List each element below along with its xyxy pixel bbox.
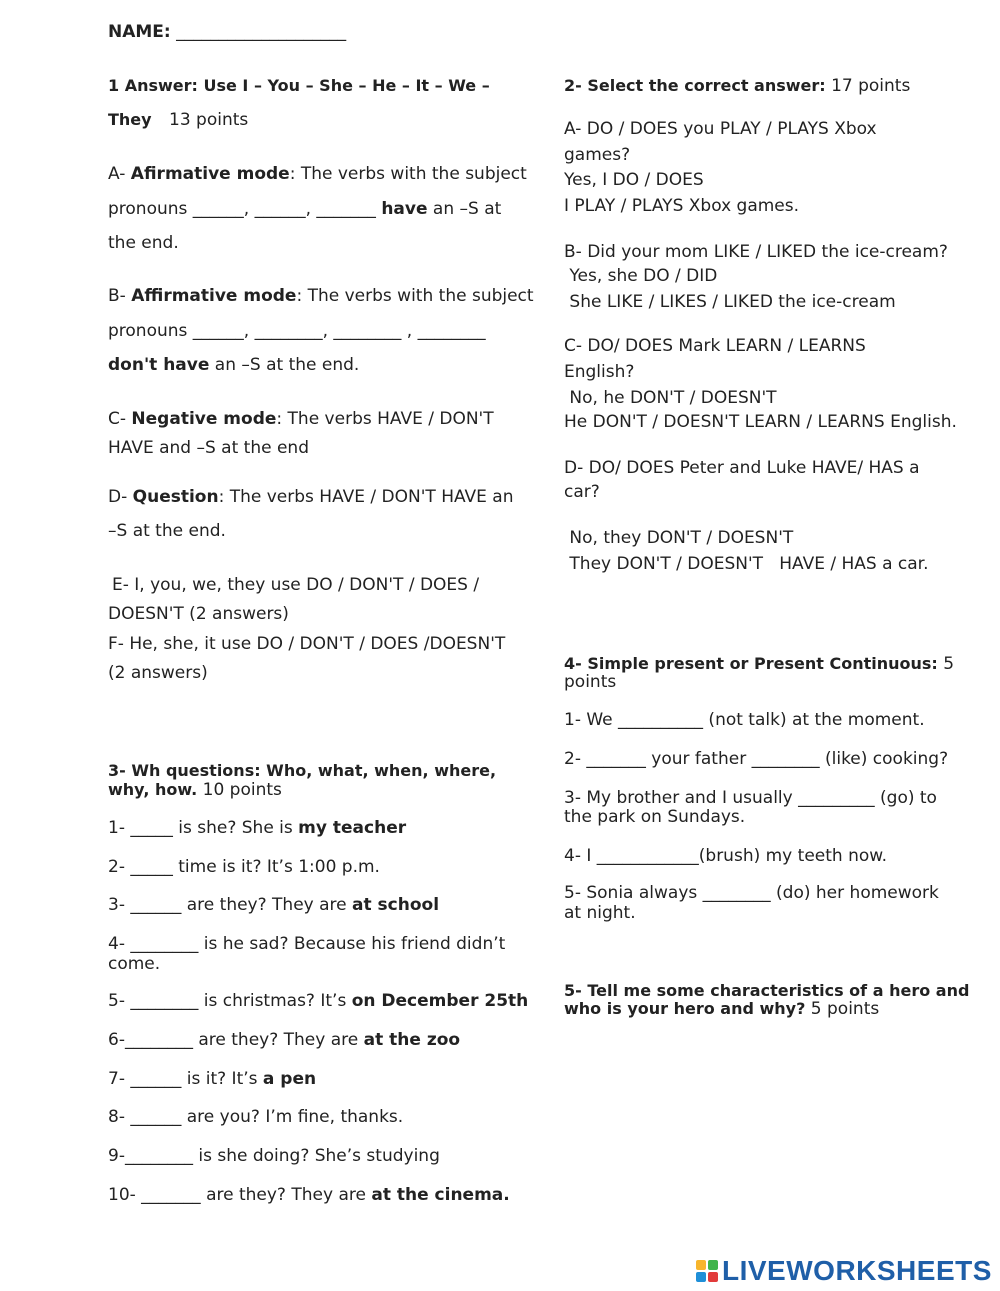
s1-b-line3: don't have an –S at the end. xyxy=(108,355,360,375)
s2-line: C- DO/ DOES Mark LEARN / LEARNS xyxy=(564,336,866,356)
s3-item: 4- ________ is he sad? Because his friend didn’t xyxy=(108,934,506,954)
section1-points: 13 points xyxy=(169,110,249,130)
s1-a-line1: A- Afirmative mode: The verbs with the subject xyxy=(108,164,527,184)
s4-item: 3- My brother and I usually _________ (go) to xyxy=(564,788,937,808)
s3-item: 10- _______ are they? They are at the cinema. xyxy=(108,1185,510,1205)
s1-f-line1: F- He, she, it use DO / DON'T / DOES /DOESN'T xyxy=(108,634,506,654)
s1-c-line1: C- Negative mode: The verbs HAVE / DON'T xyxy=(108,409,494,429)
s2-line: No, he DON'T / DOESN'T xyxy=(564,388,777,408)
s2-line: They DON'T / DOESN'T HAVE / HAS a car. xyxy=(564,554,929,574)
s4-item: 5- Sonia always ________ (do) her homework xyxy=(564,883,939,903)
s2-line: car? xyxy=(564,482,600,502)
section3-points: 10 points xyxy=(202,780,282,800)
s1-d-line2: –S at the end. xyxy=(108,521,226,541)
s2-line: English? xyxy=(564,362,635,382)
name-blank: ____________________ xyxy=(176,22,347,42)
liveworksheets-logo xyxy=(696,1256,992,1286)
s1-a-line3: the end. xyxy=(108,233,179,253)
s4-item: 4- I ____________(brush) my teeth now. xyxy=(564,846,887,866)
s2-line: Yes, she DO / DID xyxy=(564,266,718,286)
section3-title-line2: why, how. 10 points xyxy=(108,780,282,800)
section5-title-line2: who is your hero and why? 5 points xyxy=(564,999,880,1019)
section4-points-line2: points xyxy=(564,672,617,692)
s2-line: D- DO/ DOES Peter and Luke HAVE/ HAS a xyxy=(564,458,920,478)
name-label: NAME: xyxy=(108,22,171,42)
section5-points: 5 points xyxy=(810,999,880,1019)
s3-item: 7- ______ is it? It’s a pen xyxy=(108,1069,317,1089)
section3-title: 3- Wh questions: Who, what, when, where, xyxy=(108,761,497,780)
s1-e-line2: DOESN'T (2 answers) xyxy=(108,604,289,624)
logo-mark-icon xyxy=(696,1260,718,1282)
s4-item: 2- _______ your father ________ (like) cooking? xyxy=(564,749,949,769)
s3-item: 9-________ is she doing? She’s studying xyxy=(108,1146,440,1166)
s1-e-line1: E- I, you, we, they use DO / DON'T / DOES / xyxy=(112,575,480,595)
s2-line: B- Did your mom LIKE / LIKED the ice-cream? xyxy=(564,242,948,262)
s4-item: 1- We __________ (not talk) at the moment. xyxy=(564,710,925,730)
logo-text: LIVEWORKSHEETS xyxy=(722,1255,992,1286)
s2-line: He DON'T / DOESN'T LEARN / LEARNS English. xyxy=(564,412,957,432)
s1-b-line1: B- Affirmative mode: The verbs with the subject xyxy=(108,286,534,306)
section2-title: 2- Select the correct answer: 17 points xyxy=(564,76,911,96)
s3-item: 3- ______ are they? They are at school xyxy=(108,895,440,915)
section1-title-line2: They 13 points xyxy=(108,110,249,130)
s2-line: Yes, I DO / DOES xyxy=(564,170,704,190)
s1-d-line1: D- Question: The verbs HAVE / DON'T HAVE an xyxy=(108,487,514,507)
s2-line: She LIKE / LIKES / LIKED the ice-cream xyxy=(564,292,896,312)
section4-title: 4- Simple present or Present Continuous: 5 xyxy=(564,654,955,674)
s2-line: I PLAY / PLAYS Xbox games. xyxy=(564,196,800,216)
s2-line: A- DO / DOES you PLAY / PLAYS Xbox xyxy=(564,119,877,139)
s1-c-line2: HAVE and –S at the end xyxy=(108,438,309,458)
s1-a-line2: pronouns ______, ______, _______ have an –S at xyxy=(108,199,502,219)
s3-item: 6-________ are they? They are at the zoo xyxy=(108,1030,461,1050)
s3-item: come. xyxy=(108,954,161,974)
s3-item: 2- _____ time is it? It’s 1:00 p.m. xyxy=(108,857,380,877)
section4-points: 5 xyxy=(943,654,955,674)
section5-title: 5- Tell me some characteristics of a hero and xyxy=(564,981,970,1000)
s3-item: 1- _____ is she? She is my teacher xyxy=(108,818,407,838)
s3-item: 8- ______ are you? I’m fine, thanks. xyxy=(108,1107,404,1127)
s1-f-line2: (2 answers) xyxy=(108,663,208,683)
s2-line: games? xyxy=(564,145,631,165)
s3-item: 5- ________ is christmas? It’s on December 25th xyxy=(108,991,529,1011)
s2-line: No, they DON'T / DOESN'T xyxy=(564,528,794,548)
s1-b-line2: pronouns ______, ________, ________ , ________ xyxy=(108,321,486,341)
section2-points: 17 points xyxy=(831,76,911,96)
name-field xyxy=(108,22,346,42)
s4-item: at night. xyxy=(564,903,636,923)
section1-title: 1 Answer: Use I – You – She – He – It – We – xyxy=(108,76,490,95)
s4-item: the park on Sundays. xyxy=(564,807,746,827)
